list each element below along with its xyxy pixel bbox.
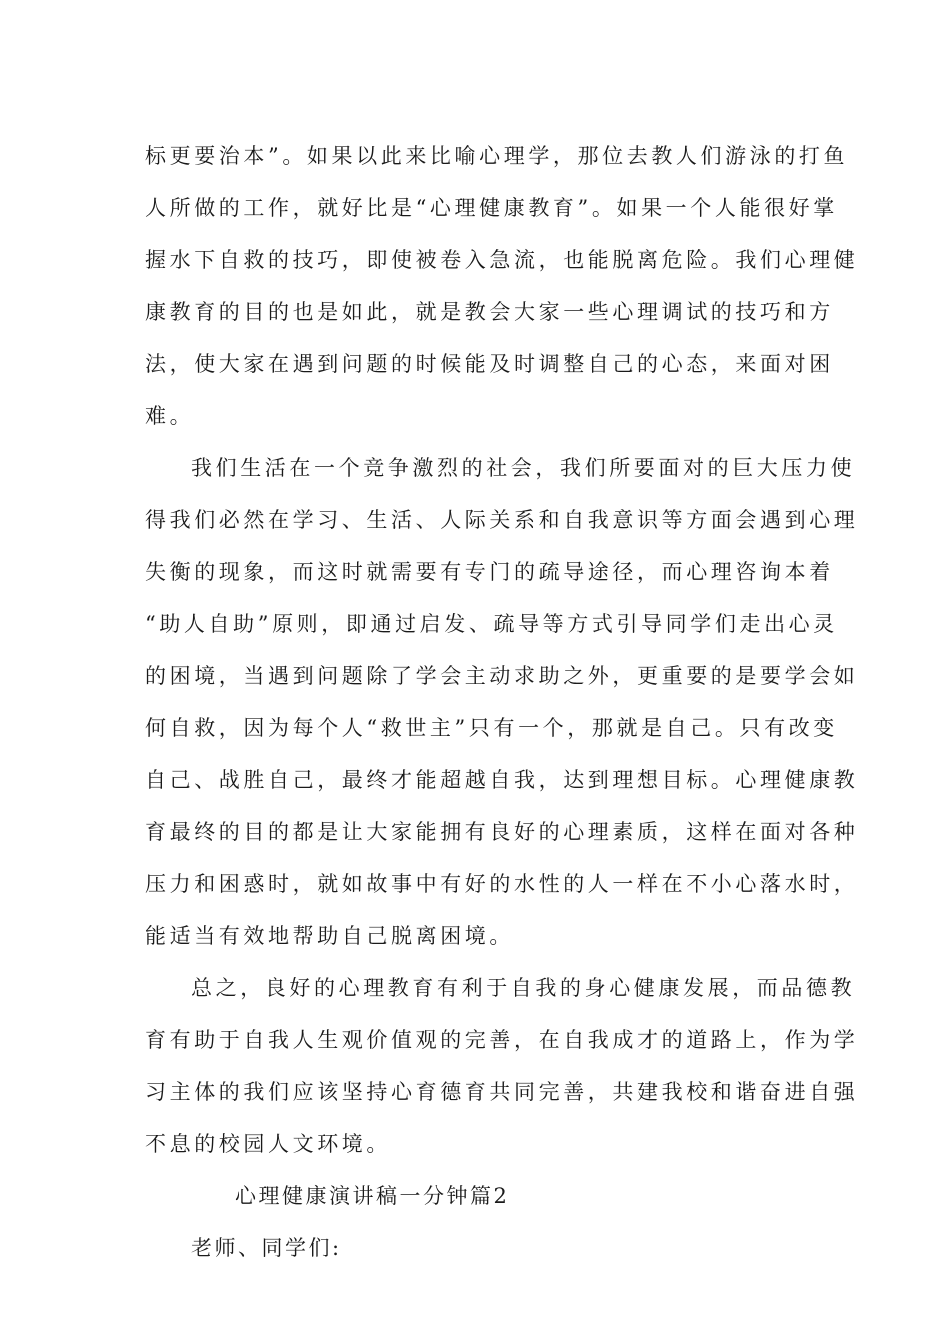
document-body bbox=[145, 130, 859, 1274]
paragraph-2-line: 育最终的目的都是让大家能拥有良好的心理素质，这样在面对各种 bbox=[145, 820, 859, 844]
paragraph-3-line: 习主体的我们应该坚持心育德育共同完善，共建我校和谐奋进自强 bbox=[145, 1080, 859, 1104]
paragraph-1-line: 法，使大家在遇到问题的时候能及时调整自己的心态，来面对困 bbox=[145, 352, 834, 376]
paragraph-1-line: 人所做的工作，就好比是“心理健康教育”。如果一个人能很好掌 bbox=[145, 196, 838, 220]
paragraph-1-line: 康教育的目的也是如此，就是教会大家一些心理调试的技巧和方 bbox=[145, 300, 834, 324]
paragraph-1-line: 难。 bbox=[145, 404, 195, 428]
paragraph-2-line: 何自救，因为每个人“救世主”只有一个，那就是自己。只有改变 bbox=[145, 716, 838, 740]
paragraph-1-line: 标更要治本”。如果以此来比喻心理学，那位去教人们游泳的打鱼 bbox=[145, 144, 849, 168]
paragraph-1-line: 握水下自救的技巧，即使被卷入急流，也能脱离危险。我们心理健 bbox=[145, 248, 859, 272]
paragraph-3-line: 不息的校园人文环境。 bbox=[145, 1132, 391, 1156]
paragraph-2-first-line: 我们生活在一个竞争激烈的社会，我们所要面对的巨大压力使 bbox=[191, 456, 856, 480]
paragraph-2-line: 的困境，当遇到问题除了学会主动求助之外，更重要的是要学会如 bbox=[145, 664, 859, 688]
salutation: 老师、同学们: bbox=[191, 1236, 342, 1260]
paragraph-2-line: 自己、战胜自己，最终才能超越自我，达到理想目标。心理健康教 bbox=[145, 768, 859, 792]
section-heading: 心理健康演讲稿一分钟篇2 bbox=[235, 1184, 510, 1208]
paragraph-2-line: 能适当有效地帮助自己脱离困境。 bbox=[145, 924, 514, 948]
paragraph-2-line: “助人自助”原则，即通过启发、疏导等方式引导同学们走出心灵 bbox=[145, 612, 838, 636]
paragraph-3-line: 育有助于自我人生观价值观的完善，在自我成才的道路上，作为学 bbox=[145, 1028, 859, 1052]
paragraph-3-first-line: 总之，良好的心理教育有利于自我的身心健康发展，而品德教 bbox=[191, 976, 856, 1000]
paragraph-2-line: 压力和困惑时，就如故事中有好的水性的人一样在不小心落水时， bbox=[145, 872, 859, 896]
paragraph-2-line: 失衡的现象，而这时就需要有专门的疏导途径，而心理咨询本着 bbox=[145, 560, 834, 584]
paragraph-2-line: 得我们必然在学习、生活、人际关系和自我意识等方面会遇到心理 bbox=[145, 508, 859, 532]
